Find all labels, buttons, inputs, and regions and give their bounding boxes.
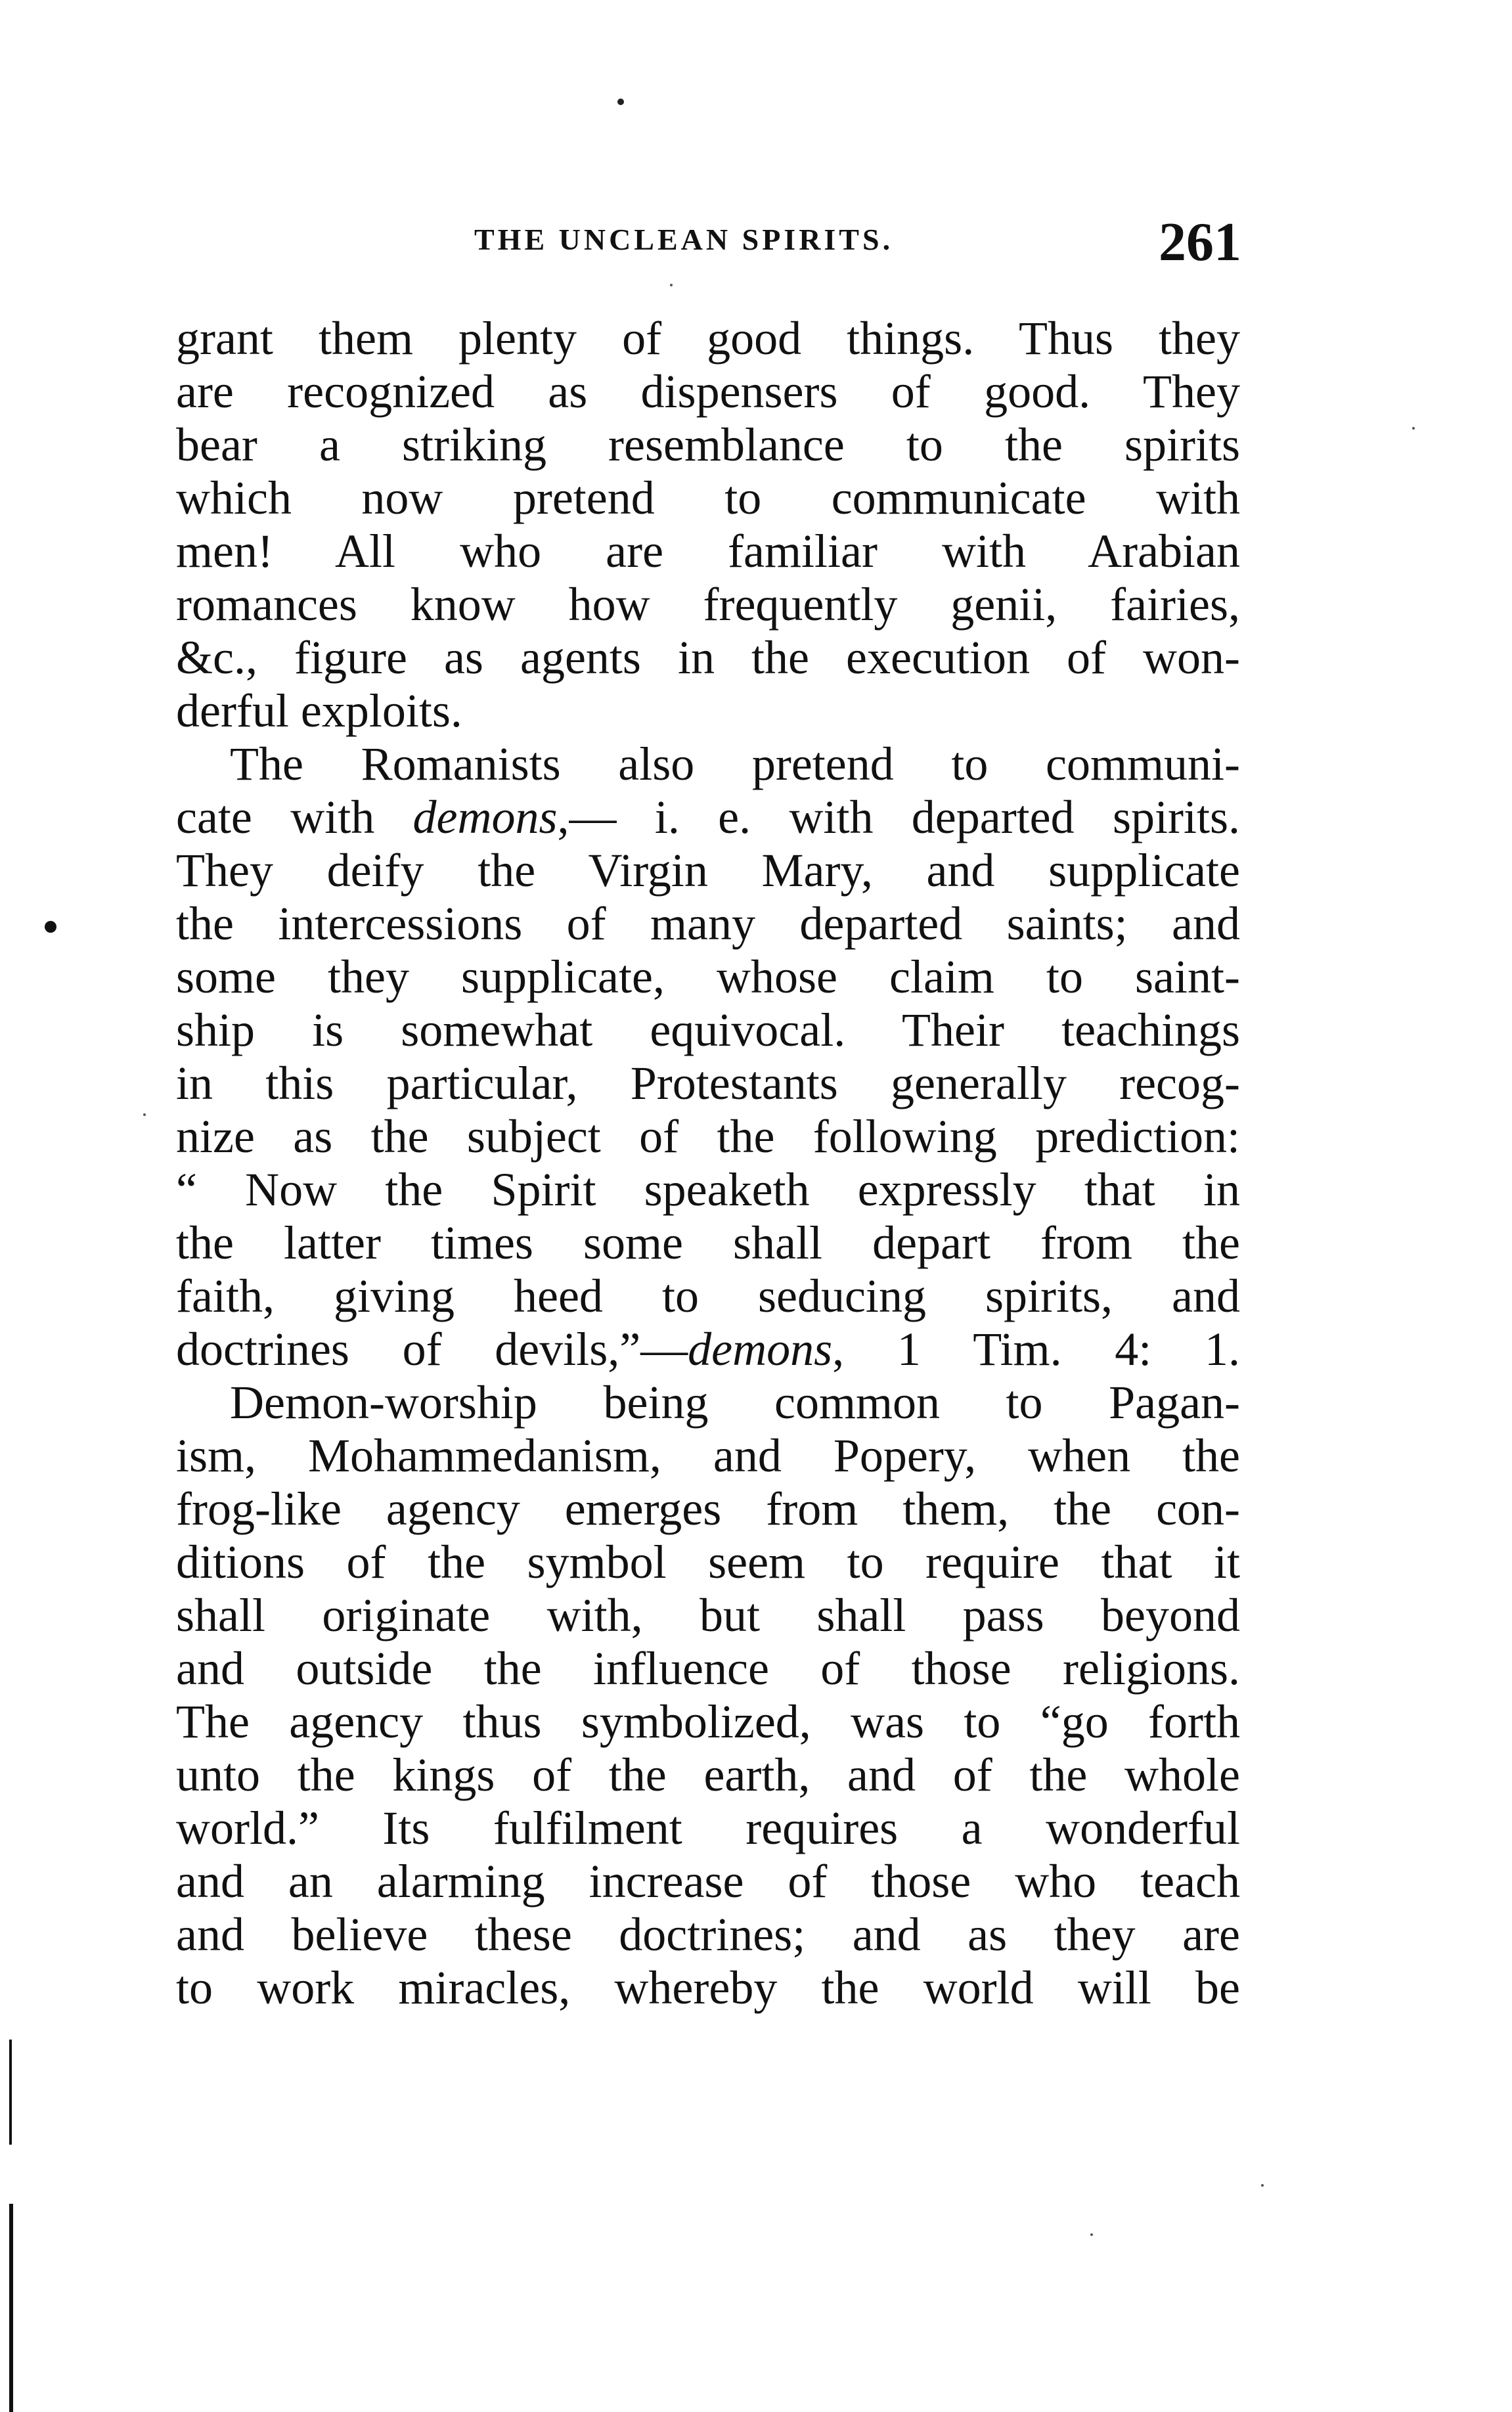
- ink-speck: [1412, 427, 1415, 430]
- text-line: men! All who are familiar with Arabian: [176, 525, 1240, 577]
- text-line: romances know how frequently genii, fairies,: [176, 578, 1240, 631]
- ink-speck: [1261, 2184, 1264, 2187]
- text-line: derful exploits.: [176, 684, 462, 737]
- italic-term: demons: [412, 791, 558, 843]
- text-line: and outside the influence of those religions.: [176, 1642, 1240, 1695]
- text-run: , 1 Tim. 4: 1.: [832, 1323, 1240, 1375]
- text-line: bear a striking resemblance to the spirits: [176, 418, 1240, 471]
- text-line: and believe these doctrines; and as they are: [176, 1908, 1240, 1961]
- text-line: ditions of the symbol seem to require that it: [176, 1536, 1240, 1588]
- text-line: The agency thus symbolized, was to “go forth: [176, 1695, 1240, 1748]
- page-edge-mark: [9, 2040, 12, 2145]
- text-line: in this particular, Protestants generally recog-: [176, 1057, 1240, 1109]
- text-line: Demon-worship being common to Pagan-: [230, 1376, 1240, 1429]
- ink-speck: [143, 1113, 146, 1116]
- text-line: the intercessions of many departed saints; and: [176, 897, 1240, 950]
- text-line: some they supplicate, whose claim to saint-: [176, 950, 1240, 1003]
- text-line: They deify the Virgin Mary, and supplicate: [176, 844, 1240, 897]
- text-run: doctrines of devils,”—: [176, 1323, 688, 1375]
- text-line: [176, 1323, 1240, 1376]
- text-line: &c., figure as agents in the execution of won-: [176, 631, 1240, 684]
- text-line: to work miracles, whereby the world will be: [176, 1961, 1240, 2014]
- page-edge-mark: [9, 2204, 13, 2412]
- text-line: ism, Mohammedanism, and Popery, when the: [176, 1429, 1240, 1482]
- text-line: frog-like agency emerges from them, the con-: [176, 1483, 1240, 1535]
- text-line: The Romanists also pretend to communi-: [230, 738, 1240, 790]
- text-line: world.” Its fulfilment requires a wonderful: [176, 1802, 1240, 1854]
- ink-speck: [1090, 2233, 1093, 2236]
- text-line: faith, giving heed to seducing spirits, and: [176, 1270, 1240, 1322]
- text-line: [176, 791, 1240, 844]
- text-line: grant them plenty of good things. Thus they: [176, 312, 1240, 365]
- ink-dot: [617, 99, 624, 105]
- text-run: cate with: [176, 791, 413, 843]
- italic-term: demons: [688, 1323, 833, 1375]
- text-line: and an alarming increase of those who teach: [176, 1855, 1240, 1908]
- running-head: [177, 212, 1241, 276]
- ink-speck: [670, 284, 673, 286]
- running-title: THE UNCLEAN SPIRITS.: [474, 223, 894, 256]
- text-line: nize as the subject of the following prediction:: [176, 1110, 1240, 1163]
- text-line: ship is somewhat equivocal. Their teachings: [176, 1004, 1240, 1056]
- text-line: unto the kings of the earth, and of the whole: [176, 1749, 1240, 1801]
- text-line: the latter times some shall depart from the: [176, 1217, 1240, 1269]
- page-number: 261: [1159, 212, 1241, 273]
- text-line: shall originate with, but shall pass beyond: [176, 1589, 1240, 1642]
- body-text: [176, 312, 1240, 2015]
- text-line: are recognized as dispensers of good. They: [176, 365, 1240, 418]
- text-run: ,— i. e. with departed spirits.: [557, 791, 1240, 843]
- text-line: which now pretend to communicate with: [176, 472, 1240, 524]
- margin-ink-mark: [45, 921, 56, 933]
- text-line: “ Now the Spirit speaketh expressly that in: [176, 1163, 1240, 1216]
